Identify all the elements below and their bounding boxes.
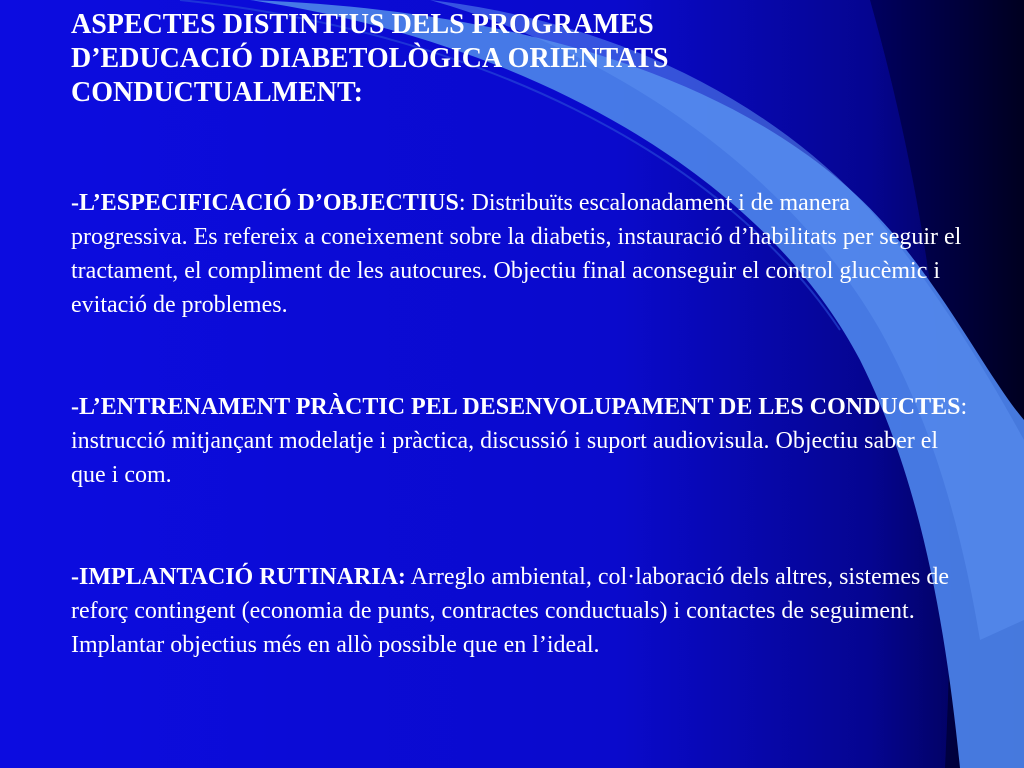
- point-routine-implementation: [71, 560, 971, 662]
- title-line: ASPECTES DISTINTIUS DELS PROGRAMES: [71, 9, 654, 40]
- point-text: : Distribuïts escalonadament i de manera progressiva. Es refereix a coneixement sobre la diabetis, instauració d’habilitats per seguir el tractament, el compliment de les autocures. Objectiu final aconseguir el control glucèmic i evitació de problemes.: [71, 190, 962, 318]
- point-objectives: [71, 186, 971, 322]
- point-term: -L’ESPECIFICACIÓ D’OBJECTIUS: [71, 190, 459, 216]
- title-line: CONDUCTUALMENT:: [71, 77, 363, 108]
- point-term: -L’ENTRENAMENT PRÀCTIC PEL DESENVOLUPAMENT DE LES CONDUCTES: [71, 394, 961, 420]
- title-line: D’EDUCACIÓ DIABETOLÒGICA ORIENTATS: [71, 43, 669, 74]
- point-text: : instrucció mitjançant modelatje i pràctica, discussió i suport audiovisula. Objectiu saber el que i com.: [71, 394, 968, 488]
- point-text: Arreglo ambiental, col·laboració dels altres, sistemes de reforç contingent (economia de punts, contractes conductuals) i contactes de seguiment. Implantar objectius més en allò possible que en l’ideal.: [71, 564, 950, 658]
- point-term: -IMPLANTACIÓ RUTINARIA:: [71, 564, 406, 590]
- slide-title: [71, 8, 971, 110]
- point-practical-training: [71, 390, 971, 492]
- slide-content: [71, 8, 971, 662]
